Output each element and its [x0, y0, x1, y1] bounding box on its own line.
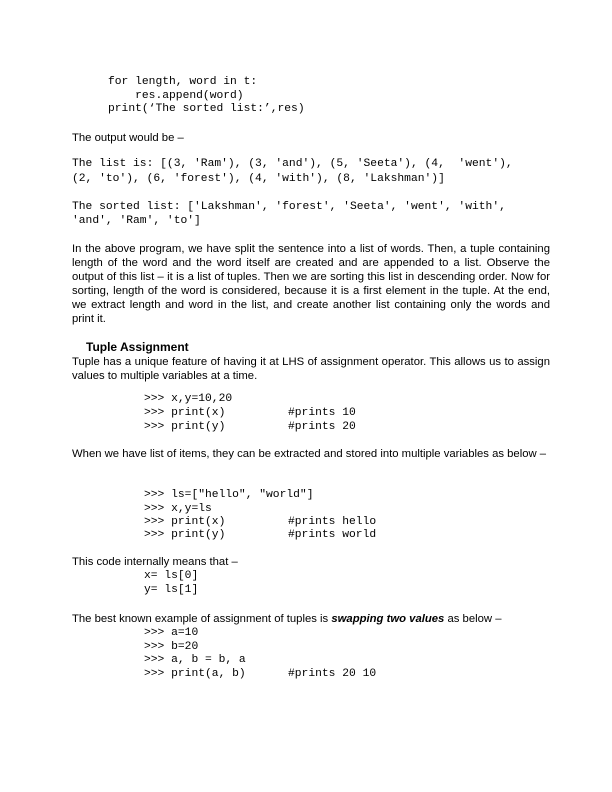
code-comment: #prints 20 10	[288, 668, 377, 680]
swap-intro-text: The best known example of assignment of tuples is	[72, 613, 332, 625]
explanation-paragraph: In the above program, we have split the sentence into a list of words. Then, a tuple containing length of the word and the word itself are created and are appended to a list. Observe the output of this list – it is a list of tuples. Then we are sorting this list in descending order. Now for sorting, length of the word is considered, because it is a first element in the tuple. At the end, we extract length and word in the list, and create another list containing only the words and print it.	[72, 243, 550, 325]
output-line: (2, 'to'), (6, 'forest'), (4, 'with'), (8, 'Lakshman')]	[72, 173, 445, 185]
list-intro-paragraph: When we have list of items, they can be extracted and stored into multiple variables as below –	[72, 448, 547, 460]
code-line: >>> b=20	[144, 641, 199, 653]
code-comment: #prints 10	[288, 407, 356, 419]
code-line: >>> ls=["hello", "world"]	[144, 489, 314, 501]
output-line: The sorted list: ['Lakshman', 'forest', 'Seeta', 'went', 'with',	[72, 201, 506, 213]
code-comment: #prints hello	[288, 516, 377, 528]
code-line: >>> x,y=ls	[144, 503, 212, 515]
swap-intro-emphasis: swapping two values	[331, 613, 445, 625]
code-line: >>> print(x)	[144, 407, 226, 419]
code-line: >>> print(y)	[144, 421, 226, 433]
internal-intro: This code internally means that –	[72, 556, 238, 568]
code-line: >>> a=10	[144, 627, 199, 639]
code-line: >>> a, b = b, a	[144, 654, 246, 666]
code-line: x= ls[0]	[144, 570, 199, 582]
code-line: for length, word in t:	[108, 76, 258, 88]
output-line: 'and', 'Ram', 'to']	[72, 215, 201, 227]
tuple-intro-paragraph: Tuple has a unique feature of having it at LHS of assignment operator. This allows us to assign values to multiple variables at a time.	[72, 356, 550, 382]
output-line: The list is: [(3, 'Ram'), (3, 'and'), (5, 'Seeta'), (4, 'went'),	[72, 158, 513, 170]
code-line: >>> print(y)	[144, 529, 226, 541]
code-line: >>> print(a, b)	[144, 668, 246, 680]
section-heading: Tuple Assignment	[86, 340, 189, 354]
swap-intro-text: as below –	[444, 613, 502, 625]
output-intro: The output would be –	[72, 132, 184, 144]
code-line: res.append(word)	[108, 90, 244, 102]
swap-intro	[72, 612, 502, 626]
code-comment: #prints world	[288, 529, 377, 541]
code-line: >>> x,y=10,20	[144, 393, 233, 405]
code-comment: #prints 20	[288, 421, 356, 433]
code-line: print(‘The sorted list:’,res)	[108, 103, 305, 115]
code-line: y= ls[1]	[144, 584, 199, 596]
code-line: >>> print(x)	[144, 516, 226, 528]
